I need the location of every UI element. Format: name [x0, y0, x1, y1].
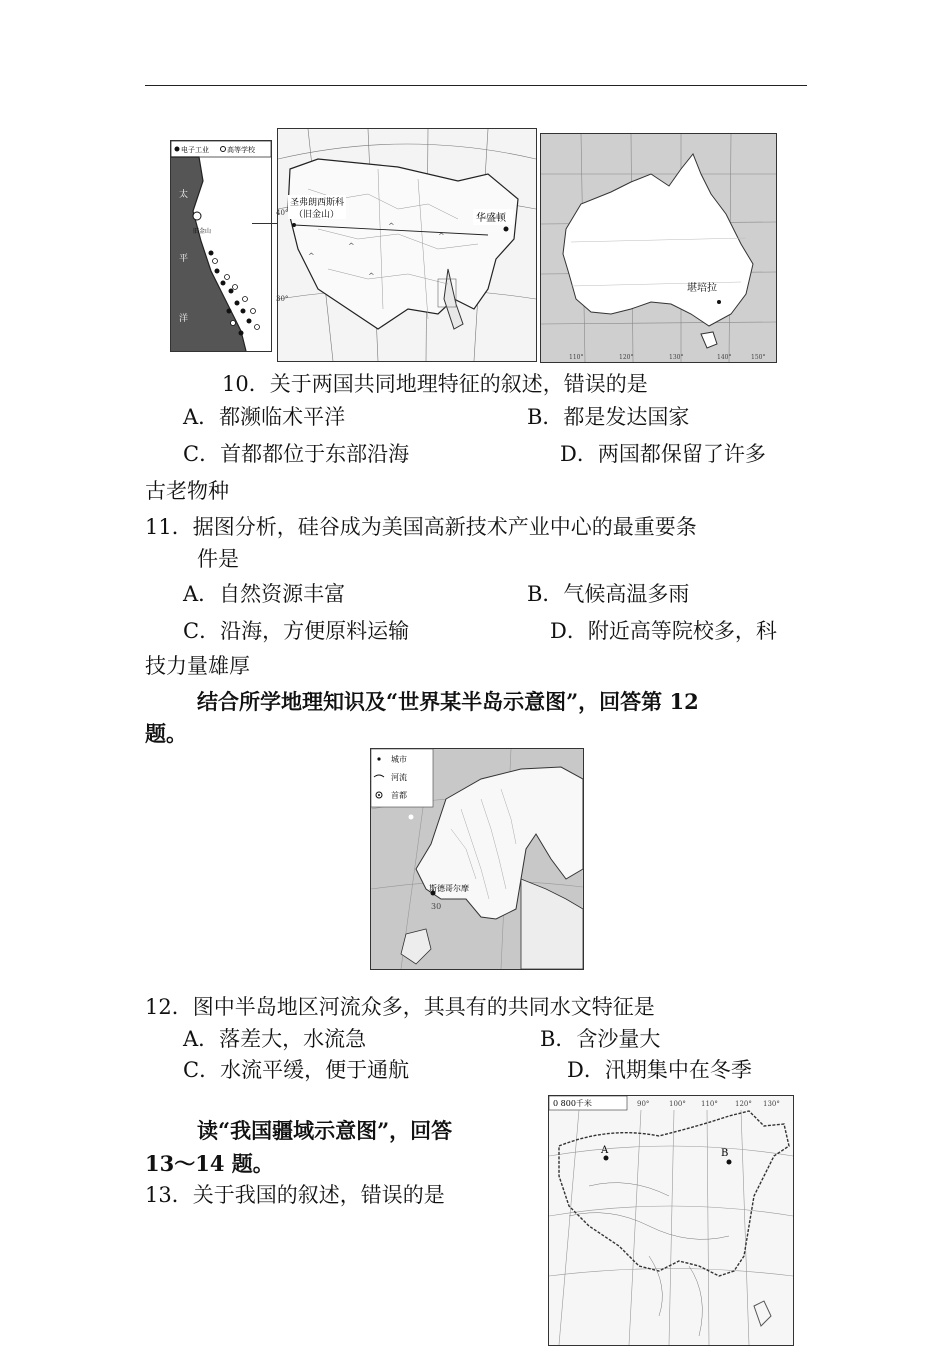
q10-option-c: C．首都都位于东部沿海 — [183, 442, 410, 466]
label-jinshan: （旧金山） — [294, 210, 340, 220]
label-canberra: 堪培拉 — [687, 283, 717, 294]
label-stockholm: 斯德哥尔摩 — [429, 884, 469, 893]
q12-intro-line2: 题。 — [145, 721, 187, 746]
lon-100: 100° — [669, 1100, 686, 1108]
q10-option-a: A．都濒临术平洋 — [183, 405, 346, 429]
legend-university: 高等学校 — [227, 146, 255, 154]
svg-text:^: ^ — [388, 222, 395, 231]
q10-option-d-cont: 古老物种 — [145, 479, 229, 503]
label-tai: 太 — [179, 190, 189, 200]
q10-stem: 10．关于两国共同地理特征的叙述，错误的是 — [222, 372, 648, 396]
lon-150: 150° — [751, 354, 766, 361]
q12-option-c: C．水流平缓，便于通航 — [183, 1058, 410, 1082]
q11-stem: 11．据图分析，硅谷成为美国高新技术产业中心的最重要条 — [145, 515, 697, 539]
q10-option-d: D．两国都保留了许多 — [560, 442, 766, 466]
svg-text:^: ^ — [348, 242, 355, 251]
label-ping: 平 — [179, 254, 189, 264]
scale-bar: 0 800千米 — [553, 1099, 592, 1108]
label-washington: 华盛顿 — [476, 213, 506, 224]
label-yang: 洋 — [179, 314, 189, 324]
q11-stem-cont: 件是 — [197, 547, 239, 571]
legend-electronics: 电子工业 — [181, 146, 209, 154]
legend-city: 城市 — [391, 755, 407, 764]
australia-map — [540, 133, 777, 363]
q12-stem: 12．图中半岛地区河流众多，其具有的共同水文特征是 — [145, 995, 655, 1019]
lat-40: 40° — [276, 209, 289, 217]
label-30: 30 — [431, 902, 442, 911]
lon-90: 90° — [637, 1100, 650, 1108]
header-rule — [145, 85, 807, 86]
q11-option-c: C．沿海，方便原料运输 — [183, 619, 410, 643]
lat-30: 30° — [276, 295, 289, 303]
label-san-francisco: 圣弗朗西斯科 — [290, 198, 345, 208]
q10-option-b: B．都是发达国家 — [527, 405, 690, 429]
point-a: A — [601, 1145, 609, 1156]
q11-option-a: A．自然资源丰富 — [183, 582, 346, 606]
lon-120: 120° — [735, 1100, 752, 1108]
q11-option-d-cont: 技力量雄厚 — [145, 654, 250, 678]
q12-option-d: D．汛期集中在冬季 — [567, 1058, 752, 1082]
q13-intro-line2: 13～14 题。 — [145, 1151, 274, 1176]
q12-option-a: A．落差大，水流急 — [183, 1027, 367, 1051]
china-map — [548, 1095, 794, 1346]
lon-120: 120° — [619, 354, 634, 361]
q13-intro-line1: 读“我国疆域示意图”，回答 — [197, 1118, 453, 1143]
scandinavia-map — [370, 748, 584, 970]
q12-intro-line1: 结合所学地理知识及“世界某半岛示意图”，回答第 12 — [197, 689, 699, 714]
usa-map — [277, 128, 537, 362]
point-b: B — [721, 1148, 729, 1159]
q13-stem: 13．关于我国的叙述，错误的是 — [145, 1183, 445, 1207]
legend-capital: 首都 — [391, 791, 407, 800]
legend-river: 河流 — [391, 773, 407, 782]
q11-option-d: D．附近高等院校多，科 — [550, 619, 777, 643]
label-sf: 旧金山 — [193, 228, 212, 235]
silicon-valley-map — [170, 140, 272, 352]
q12-option-b: B．含沙量大 — [540, 1027, 661, 1051]
lon-110: 110° — [701, 1100, 718, 1108]
lon-130: 130° — [763, 1100, 780, 1108]
q11-option-b: B．气候高温多雨 — [527, 582, 690, 606]
lon-130: 130° — [669, 354, 684, 361]
svg-text:^: ^ — [438, 232, 445, 241]
lon-140: 140° — [717, 354, 732, 361]
svg-text:^: ^ — [308, 252, 315, 261]
lon-110: 110° — [569, 354, 584, 361]
svg-text:^: ^ — [368, 272, 375, 281]
